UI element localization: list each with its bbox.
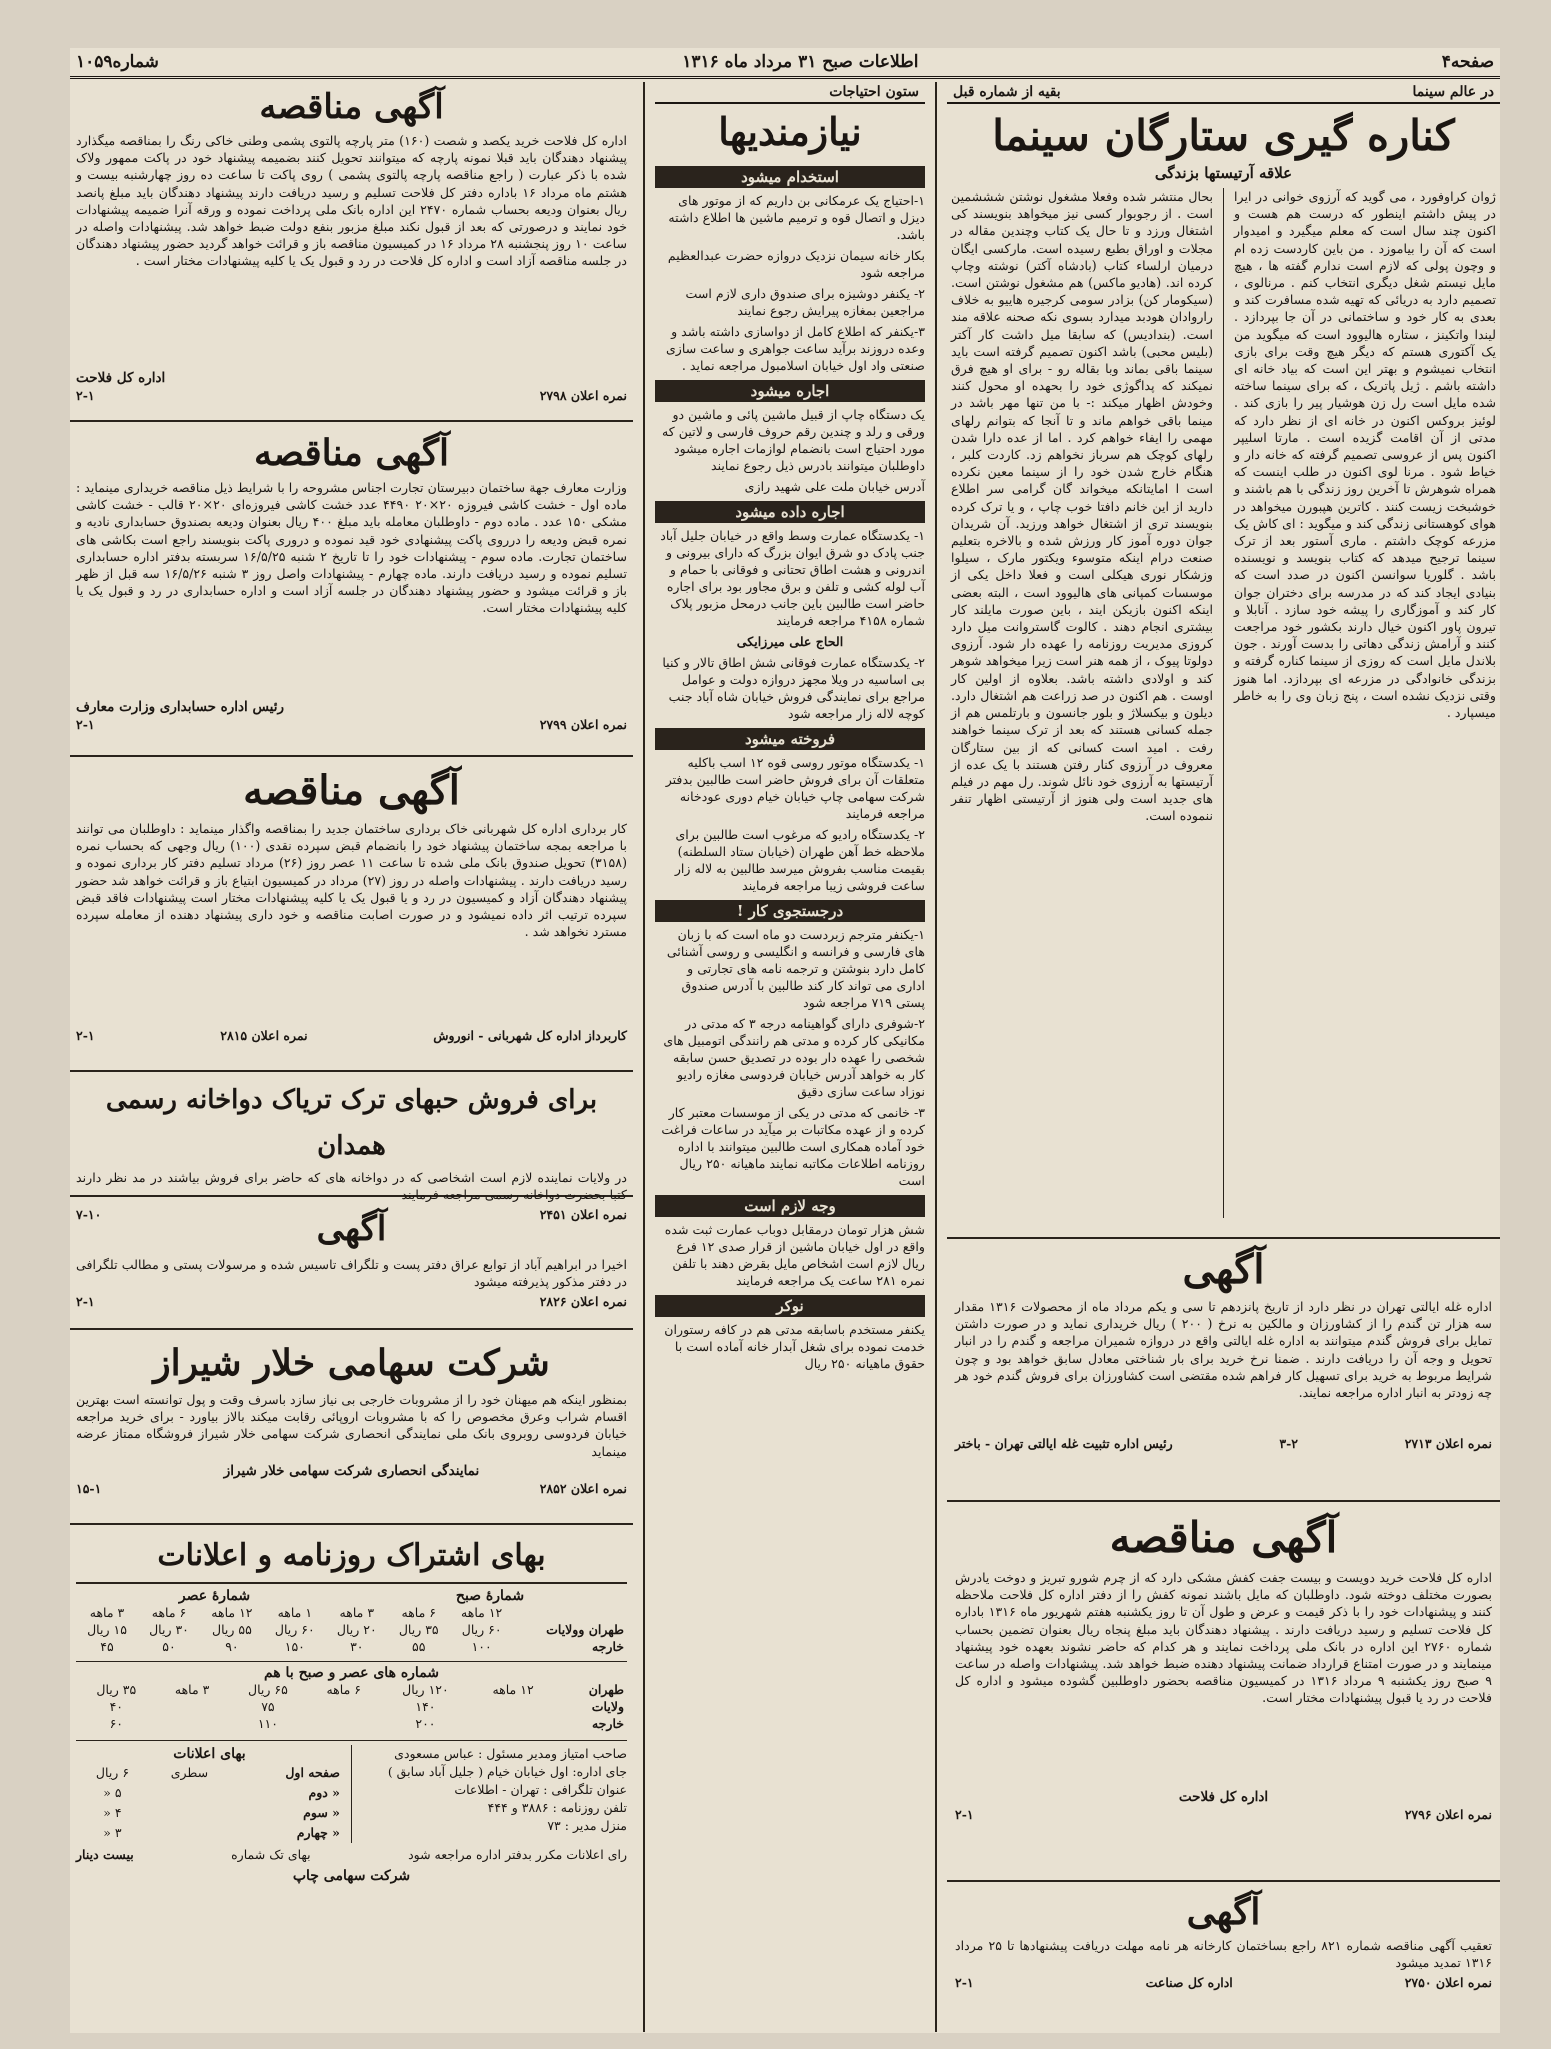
- classified-section: [655, 900, 925, 1189]
- table-cell: ۱ ماهه: [277, 1605, 313, 1620]
- ad-title: برای فروش حبهای ترک تریاک دواخانه رسمی همدان: [105, 1085, 598, 1161]
- table-cell: ۳۵ ریال: [398, 1622, 439, 1637]
- publisher-info: [360, 1745, 627, 1843]
- table-cell: [514, 1604, 627, 1621]
- table-cell: ۱۲ ماهه: [492, 1682, 534, 1697]
- ad-body: اخیرا در ابراهیم آباد از توابع عراق دفتر پست و تلگراف تاسیس شده و مرسولات پستی و مطالب تلگرافی در دفتر مذکور پذیرفته میشود: [76, 1257, 627, 1290]
- ad-count: ۲-۱: [76, 1294, 95, 1309]
- ad-count: ۲-۱: [76, 1028, 95, 1043]
- ad-count: ۲-۱: [76, 388, 95, 403]
- table-header-row: [76, 1604, 627, 1621]
- ad-tiles-tender: [70, 427, 633, 757]
- ad-shoes-tender: [947, 1507, 1500, 1882]
- article-subtitle: علاقه آرتیستها بزندگی: [1154, 164, 1293, 182]
- list-item: ۱-یکنفر مترجم زبردست دو ماه است که با زبان های فارسی و فرانسه و انگلیسی و روسی آشنائی کامل دارد بنوشتن و ترجمه نامه های تجارتی و اداری می تواند کار کند طالبین با آدرس صندوق پستی ۷۱۹ مراجعه شود: [666, 927, 925, 1010]
- list-item: یک دستگاه چاپ از قبیل ماشین پائی و ماشین دو ورقی و رلد و چندین رقم حروف فارسی و لاتین که مورد احتیاج است بانضمام لوازمات اجاره میشود داوطلبان میتوانند بادرس ذیل رجوع نمایند: [662, 407, 925, 473]
- list-item: ۲- یکدستگاه رادیو که مرغوب است طالبین برای ملاحظه خط آهن طهران (خیابان ستاد السلطنه) بقیمت مناسب بفروش میرسد طالبین به لاله زار ساعت فروشی زیبا مراجعه فرمایند: [674, 827, 925, 893]
- newspaper-page: [70, 48, 1500, 2033]
- table-cell: ۲۰۰: [415, 1716, 436, 1731]
- article-column-left: بحال منتشر شده وفعلا مشغول نوشتن شششمین است . از رجوبوار کسی نیز میخواهد بنویسند کی اشتغال ورزد و تا حال یک کتاب وچندین مقاله در مجلات و اوراق بطبع رسیده است. مارکسی ایگان درمیان ارلساء کتاب (بادشاه آکتر) نوشته وچاپ کرده اند. (هادیو ماکس) هم مشغول نوشتن است. (سیکومار کن) بزادر سومی کرجیره هاییو به خلاف راروادان هودبد میدارد بسوی نکه صحنه علاقه مند است. (بندادیس) که سابقا میل داشت کار آکتر (بلیس محبی) باشد اکنون تصمیم گرفته است باید سینما باقی بماند وبا بقاله رو - برای او هیچ فرق نمیکند که پداگوژی خود را بحهده او محول کنند وخودش اظهار میکند :- با من تنها مهر باشد در مینما باقی خواهم ماند و تا آنجا که بتوانم رلهای مهمی را ایفاء خواهم کرد . اما از عده دارا شدن رلهای کوچک هم سرباز نخواهم زد. کاردت کلبر ، هنگام خارج شدن خود را از سینما معین نکرده است ا امایتانکه میخواند گان گرامی سر اطلاع دارید از این خانم دافتا خوب چاپ ، و یا ترک کرده بنویسند تری از اشتغال خواهد ورزید. آن شریدان جوان دوره آموز کار ورزش شده و بالاخره بتعلیم صنعت درام اینکه متوسوء ویکتور مارک ، سیلوا وزشکار نوری هیکلی است و فعلا داخل یکی از موسسات کمپانی های هالیوود است ، البته بعضی اینکه اکنون بازیکن ایند ، باین صورت مایلند کار بیشتری انجام دهند . کالوت گاستروانت میل دارد کروزی مدیریت روزنامه را عهده دار شود. آرزوی دولوتا پیوک ، از همه هنر است زیرا میخواهد شوهر کند و اولادی داشته باشد. بعلاوه از اولین کار اوست . هم اکنون در صد زراعت هم اشتغال دارد. دیلون و بیکسلاژ و بلور جانسون و بارتلمس هم از جمله کسانی هستند که بعد از ترک سینما خواهند رفت . امید است کسانی که از بین ستارگان معروف در آرزوی کنار رفتن هستند با یک عده از آرتیستها به آرزوی خود نائل شوند. رل مهم در فیلم های جدید است ولی هنوز از آرتیستی اظهار تنفر ننموده است.: [951, 189, 1213, 824]
- ad-signature: رئیس اداره حسابداری وزارت معارف: [76, 699, 285, 715]
- ad-signature: اداره کل صناعت: [1145, 1975, 1233, 1990]
- table-cell: [149, 1783, 230, 1803]
- subscription-rates: [70, 1530, 633, 2030]
- ad-title: آگهی: [316, 1209, 387, 1249]
- list-item: ۳-یکنفر که اطلاع کامل از دواسازی داشته باشد و وعده دروزند برآید ساعت جواهری و ساعت سازی صنعتی واد اول خیابان اسلامبول مراجعه نماید .: [665, 324, 925, 373]
- classifieds-title: نیازمندیها: [718, 109, 862, 154]
- ad-number: نمره اعلان ۲۷۹۹: [539, 717, 627, 732]
- list-item: بکار خانه سیمان نزدیک دروازه حضرت عبدالعظیم مراجعه شود: [667, 248, 925, 280]
- ad-title: آگهی مناقصه: [243, 767, 460, 814]
- table-cell: ۵۰: [162, 1639, 176, 1654]
- section-heading: استخدام میشود: [655, 166, 925, 188]
- ad-industry: [947, 1887, 1500, 2027]
- table-cell: ۱۵۰: [284, 1639, 305, 1654]
- left-column: [70, 82, 633, 2032]
- table-cell: ۶۰: [109, 1716, 123, 1731]
- table-cell: ۵۵: [412, 1639, 426, 1654]
- ad-count: ۲-۱: [955, 1807, 974, 1822]
- issue-number: شماره۱۰۵۹: [76, 52, 159, 72]
- ad-number: نمره اعلان ۲۷۹۸: [539, 388, 627, 403]
- ad-fabric-tender: [70, 82, 633, 422]
- ad-body: کار برداری اداره کل شهربانی خاک برداری ساختمان جدید را بمناقصه واگذار مینماید : داوطلبان می توانند با مراجعه بمجه ساختمان پیشنهاد خود را بانضمام قبض سپرده نقدی (۱۰۰) ریال وجهی که بحساب نمره (۳۱۵۸) تحویل صندوق بانک ملی شده تا ساعت ۱۱ عصر روز (۲۶) مرداد تسلیم دفتر کار برداری نموده و رسید دریافت دارند . پیشنهادات واصله در روز (۲۷) مرداد در کمیسیون ابتیاع باز و قرائت خواهد شد حضور پیشنهاد دهندگان آزاد و کمیسیون در رد و یا قبول یک یا کلیه پیشنهادات مختار است پیشنهادات فاقد قبض سپرده ترتیب اثر داده نمیشود و در صورت اصابت مناقصه و خود داری پیشنهاد دهنده از معامله سپرده مسترد نخواهد شد .: [76, 821, 627, 940]
- table-cell: [149, 1803, 230, 1823]
- table-cell: ۳ ماهه: [89, 1605, 125, 1620]
- table-cell: ۳۰: [350, 1639, 364, 1654]
- cinema-article: [947, 82, 1500, 1239]
- ad-body: اداره کل فلاحت خرید یکصد و شصت (۱۶۰) متر پارچه پالتوی پشمی وطنی خاکی رنگ را بمناقصه میگذارد پیشنهاد دهندگان باید قبلا نمونه پارچه که میتوانند تحویل کنند بضمیمه پیشنهاد خود در پاکت ممهور ولاک شده با ذکر عبارت ( راجع مناقصه پارچه پالتوی پشمی ) روی پاکت تا ساعت ده روز چهارشنبه بیست و هشتم ماه مرداد ۱۶ باداره دفتر کل فلاحت تسلیم و رسید دریافت دارند پیشنهاد دهندگان باید مبلغ پانصد ریال بعنوان ودیعه بحساب شماره ۲۴۷۰ این اداره بانک ملی پرداخت نموده و ورقه آنرا ضمیمه پیشنهادات خود نمایند و درصورتی که بعد از قبول نکند مبلغ مزبور بنفع دولت ضبط خواهد شد. پیشنهادات واصله در ساعت ۱۰ روز پنجشنبه ۲۸ مرداد ۱۶ در کمیسیون مناقصه باز و قرائت خواهد گردید حضور پیشنهاد دهندگان در جلسه مناقصه آزاد است و اداره کل فلاحت در رد و قبول یک یا کلیه پیشنهادات مختار است .: [76, 133, 628, 269]
- table-cell: [157, 1698, 228, 1715]
- section-heading: وجه لازم است: [655, 1195, 925, 1217]
- ad-body: بمنظور اینکه هم میهنان خود را از مشروبات خارجی بی نیاز سازد باسرف وقت و پول توانسته است بهترین اقسام شراب وعرق مخصوص را که با مشروبات اروپائی رقابت میکند بالاز بیاورد - برای خرید مراجعه خیابان فردوسی روبروی بانک ملی نمایندگی انحصاری شرکت سهامی خلار شیراز فروشگاه ممتاز عرضه مینماید: [76, 1392, 627, 1459]
- table-row: [76, 1803, 343, 1823]
- right-column: [947, 82, 1500, 2032]
- table-cell: ۴ «: [103, 1805, 122, 1820]
- ad-title: شرکت سهامی خلار شیراز: [153, 1342, 550, 1384]
- combined-table: [76, 1681, 627, 1732]
- table-cell: ۳ «: [103, 1825, 122, 1840]
- ad-title: آگهی مناقصه: [259, 87, 444, 127]
- table-cell: خارجه: [591, 1639, 624, 1654]
- section-heading: درجستجوی کار !: [655, 900, 925, 922]
- ad-count: ۱۵-۱: [76, 1481, 102, 1496]
- table-cell: ۳۵ ریال: [96, 1682, 137, 1697]
- table-cell: [472, 1715, 555, 1732]
- ad-number: نمره اعلان ۲۸۱۵: [220, 1028, 308, 1043]
- table-cell: ۶۰ ریال: [461, 1622, 502, 1637]
- table-cell: ۶۵ ریال: [248, 1682, 288, 1697]
- ad-excavation-tender: [70, 762, 633, 1072]
- list-item: ۱- یکدستگاه عمارت وسط واقع در خیابان جلیل آباد جنب پادک دو شرق ایوان بزرگ که دارای بیرونی و اندرونی و هشت اطاق تحتانی و فوقانی با حمام و آب لوله کشی و تلفن و برق مجاور بود برای اجاره حاضر است طالبین باین جانب درمحل مزبور پلاک شماره ۴۱۵۸ مراجعه فرمایند: [660, 528, 925, 628]
- ad-count: ۳-۲: [1279, 1436, 1298, 1451]
- table-cell: ۳ ماهه: [339, 1605, 375, 1620]
- list-item: ۲- یکدستگاه عمارت فوقانی شش اطاق تالار و کنیا بی اساسیه در ویلا مجهز دروازه دولت و عوامل مراجع برای نمایندگی فروش خیابان شاه آباد جنب کوچه لاله زار مراجعه شود: [662, 655, 925, 721]
- ad-body: تعقیب آگهی مناقصه شماره ۸۲۱ راجع بساختمان کارخانه هر نامه مهلت دریافت پیشنهادها تا ۲۵ مرداد ۱۳۱۶ تمدید میشود: [955, 1938, 1492, 1971]
- table-cell: ۲۰ ریال: [336, 1622, 377, 1637]
- table-cell: ۴۵: [100, 1639, 114, 1654]
- morning-edition-label: شمارهٔ صبح: [455, 1588, 525, 1604]
- table-cell: ۱۰۰: [471, 1639, 492, 1654]
- ad-opium-pills: [70, 1077, 633, 1222]
- section-heading: نوکر: [655, 1295, 925, 1317]
- table-cell: ۶ ماهه: [326, 1682, 361, 1697]
- ad-grain: [947, 1242, 1500, 1502]
- ad-body: وزارت معارف جهة ساختمان دبیرستان تجارت اجناس مشروحه را با شرایط ذیل مناقصه خریداری مینماید : ماده اول - خشت کاشی فیروزه ۲۰×۲۰ ۴۴۹۰ عدد خشت کاشی فیروزه‌ای ۲۰×۲۰ قالب - خشت کاشی مشکی ۱۵۰ عدد . ماده دوم - داوطلبان معامله باید مبلغ ۴۰۰ ریال بعنوان ودیعه بصندوق حسابداری نادیه و نمره قبض ودیعه را درروی پاکت پیشنهادی خود قید نموده و دروری پاکت بنویسند راجع است بکاشی های ساختمان تجارت. ماده سوم - پیشنهادات خود را تا تاریخ ۲ شنبه ۱۶/۵/۲۵ سربسته بدفتر اداره حسابداری تسلیم نموده و رسید دریافت دارند. ماده چهارم - پیشنهادات واصل روز ۳ شنبه ۱۶/۵/۲۶ سه قبل از ظهر باز و قرائت میشود و حضور پیشنهاد دهندگان در جلسه آزاد است و اداره حسابداری در رد و قبول یک یا کلیه پیشنهادات مختار است.: [76, 480, 628, 616]
- ad-count: ۲-۱: [955, 1975, 974, 1990]
- ad-body: اداره کل فلاحت خرید دویست و بیست جفت کفش مشکی دارد که از چرم شورو تبریز و دوخت یادرش بصورت مختلف دوخته شود. داوطلبان که مایل باشند نمونه کفش را از دفتر اداره کل فلاحت ملاحظه کنند و پیشنهادات خود را با ذکر قیمت و عرض و طول آن تا روز یکشنبه هفتم شهریور ماه ۱۳۱۶ باداره کل فلاحت تسلیم و رسید دریافت دارند . پیشنهاد دهندگان باید مبلغ پنجاه ریال بعنوان تضمین بحساب شماره ۲۷۶۰ این اداره در بانک ملی پرداخت نمایند و هر کدام که حاضر نشوند بعهده خود پیشنهاد مینمایند و در صورت امتناع قرارداد ضمانت پیشنهاد دهنده ضبط خواهد شد. پیشنهادات واصله در ساعت ۹ صبح روز یکشنبه ۹ مرداد ۱۳۱۶ در کمیسیون مناقصه بحضور داوطلبین گشوده میشود و اداره کل فلاحت در رد یا قبول پیشنهادات مختار است.: [955, 1570, 1493, 1706]
- ad-signature: کاربرداز اداره کل شهربانی - انوروش: [433, 1028, 627, 1043]
- table-row: [76, 1823, 343, 1843]
- ad-note: رای اعلانات مکرر بدفتر اداره مراجعه شود: [408, 1847, 627, 1862]
- table-cell: ۵ «: [103, 1785, 122, 1800]
- single-issue-price: بیست دینار: [76, 1847, 134, 1862]
- classified-section: [655, 166, 925, 374]
- table-cell: « چهارم: [296, 1825, 340, 1840]
- table-cell: سطری: [170, 1765, 209, 1780]
- ad-post-office: [70, 1202, 633, 1330]
- telegraph-line: عنوان تلگرافی : تهران - اطلاعات: [454, 1782, 627, 1797]
- table-row: [76, 1763, 343, 1783]
- article-title: کناره گیری ستارگان سینما: [992, 111, 1455, 160]
- table-cell: ۷۵: [261, 1699, 275, 1714]
- strip-section: در عالم سینما: [1412, 84, 1494, 100]
- table-cell: [308, 1715, 379, 1732]
- ad-number: نمره اعلان ۲۴۵۱: [539, 1207, 627, 1222]
- table-cell: [157, 1715, 228, 1732]
- ad-rates-title: بهای اعلانات: [173, 1746, 246, 1762]
- ad-title: آگهی: [1186, 1891, 1261, 1933]
- evening-edition-label: شمارهٔ عصر: [178, 1588, 251, 1604]
- list-item: الحاج علی میرزایکی: [736, 634, 844, 649]
- subscription-table: [76, 1604, 627, 1655]
- subscription-title: بهای اشتراک روزنامه و اعلانات: [76, 1530, 627, 1584]
- ad-count: ۷-۱۰: [76, 1207, 102, 1222]
- list-item: ۳- خانمی که مدتی در یکی از موسسات معتبر کار کرده و از عهده مکاتبات بر میآید در ساعات فراغت خود آماده همکاری است طالبین میتوانند با اداره روزنامه اطلاعات مکاتبه نمایند ماهیانه ۲۵۰ ریال است: [661, 1105, 925, 1188]
- table-cell: ۱۵ ریال: [87, 1622, 127, 1637]
- classifieds-column: [655, 82, 925, 2032]
- table-row: [76, 1715, 627, 1732]
- table-cell: ۳۰ ریال: [149, 1622, 189, 1637]
- office-line: جای اداره: اول خیابان خیام ( جلیل آباد سابق ): [387, 1764, 627, 1779]
- list-item: شش هزار تومان درمقابل دوباب عمارت ثبت شده واقع در اول خیابان ماشین از قرار صدی ۱۲ فرع ریال لازم است اشخاص مایل بقرض دهند با تلفن نمره ۲۸۱ ساعت یک مراجعه فرمایند: [664, 1222, 925, 1288]
- table-cell: ۱۲۰ ریال: [402, 1682, 449, 1697]
- table-cell: ۶ ریال: [95, 1765, 130, 1780]
- list-item: ۲-شوفری دارای گواهینامه درجه ۳ که مدتی در مکانیکی کار کرده و مدتی هم رانندگی اتومبیل های شخصی را عهده دار بوده در تصدیق حسن سابقه کار به خواهد آدرس خیابان فردوسی مغازه رادیو نوزاد ساعت سازی دقیق: [663, 1016, 925, 1099]
- table-row: [76, 1681, 627, 1698]
- ad-number: نمره اعلان ۲۷۱۳: [1404, 1436, 1492, 1451]
- list-item: یکنفر مستخدم باسابقه مدتی هم در کافه رستوران خدمت نموده برای شغل آبدار خانه آماده است با حقوق ماهیانه ۲۵۰ ریال: [664, 1322, 925, 1371]
- column-rule: [935, 82, 937, 2032]
- ad-khollar-shiraz: [70, 1335, 633, 1525]
- classified-section: [655, 728, 925, 894]
- table-cell: [472, 1698, 555, 1715]
- masthead: [70, 48, 1500, 79]
- table-cell: ۴۰: [109, 1699, 123, 1714]
- ad-title: آگهی مناقصه: [1109, 1513, 1338, 1562]
- table-row: [76, 1783, 343, 1803]
- list-item: ۱-احتیاج یک عرمکانی بن داریم که از موتور های دیزل و اتصال قوه و ترمیم ماشین ها اطلاع داشته باشد.: [668, 193, 925, 242]
- strip-section: ستون احتیاجات: [829, 84, 919, 100]
- ad-number: نمره اعلان ۲۷۵۰: [1404, 1975, 1492, 1990]
- ad-body: اداره غله ایالتی تهران در نظر دارد از تاریخ پانزدهم تا سی و یکم مرداد ماه از محصولات ۱۳۱۶ مقدار سه هزار تن گندم را از کشاورزان و مالکین به نرخ ( ۲۰۰ ) ریال خریداری نماید و در صورت داشتن تمایل برای فروش گندم میتوانند به اداره غله ایالتی واقع در دروازه شمیران مراجعه و گندم را در انبار تحویل و وجه آن را دریافت دارند . ضمنا نرخ خرید برای بار شناختی معادل سابق خواهد بود و چون شرایط مربوط به خرید برای تسهیل کار فراهم شده مقتضی است کشاورزان برای فروش گندم خود هر چه زودتر به انبار اداره مراجعه نمایند.: [955, 1299, 1493, 1401]
- section-heading: فروخته میشود: [655, 728, 925, 750]
- table-cell: [149, 1823, 230, 1843]
- table-row: [76, 1698, 627, 1715]
- list-item: آدرس خیابان ملت علی شهید رازی: [744, 479, 925, 494]
- printer-name: شرکت سهامی چاپ: [292, 1868, 411, 1884]
- table-cell: [308, 1698, 379, 1715]
- table-cell: ۹۰: [225, 1639, 239, 1654]
- ad-title: آگهی: [1182, 1246, 1265, 1293]
- classified-section: [655, 501, 925, 722]
- column-rule: [643, 82, 645, 2032]
- table-cell: ۱۱۰: [257, 1716, 278, 1731]
- article-column-right: ژوان کراوفورد ، می گوید که آرزوی خوانی در ایرا در پیش داشتم اینطور که درست هم هست و اکنون چند سال است که معلم میگیرد و امیدوار است که آن را بیاموزد . من باین کاردست زده ام و وچون پولی که لازم است ندارم گفته ها ، هیچ مایل نیستم شغل دیگری انتخاب کنم . مرنالوی ، تصمیم دارد به دریائی که تهیه شده مسافرت کند و بعدی به کار خود و ساختمانی در آن جا بپردازد . لیندا واتکینز ، ستاره هالیوود است که میگوید من یک آکتوری هستم که دیگر هیچ وقت برای بازی انتخاب نمیشوم و بهتر این است که بیاد خانه ای داشته باشم . ژیل پاتریک ، که برای سینما ساخته شده مایل است رل زن هوشیار پیر را بازی کند . لوئیز بروکس اکنون در خانه ای از نظر دارد که مدتی از آن اقامت گزیده است . مارتا اسلیپر اکنون پس از عروسی تصمیم گرفته که خانه دار و خیاط شود . مرنا لوی اکنون در طلب اینست که همراه شوهرش تا آخرین روز زندگی با هم باشند و خوشبخت زیست کنند . کاترین هپبورن میخواهد در هوای کوهستانی زندگی کند و میگوید : ای کاش یک مزرعه کوچک داشتم . ماری آستور بعد از ترک سینما ترجیح میدهد که کتاب بنویسد و نویسنده باشد . گلوریا سوانسن اکنون در صدد است که بنیادی ایجاد کند که در مدرسه برای دختران جوان کار کند و آموزگاری را پیشه خود سازد . آنابلا و تیرون پاور اکنون خیال دارند بکشور خود مراجعت کنند و آرامش زندگی دهاتی را بدست آورند . جون بلاندل مایل است که روزی از سینما کناره گرفته و بزندگی خانوادگی در مزرعه ای بپردازد. اما هنوز وقتی نزدیک نشده است ، پنج زبان وی را به خاطر میسپارد .: [1234, 189, 1496, 721]
- table-cell: ۱۴۰: [415, 1699, 436, 1714]
- table-cell: « دوم: [308, 1785, 340, 1800]
- table-cell: ۶ ماهه: [401, 1605, 436, 1620]
- phone-line: تلفن روزنامه : ۳۸۸۶ و ۴۴۴: [487, 1800, 627, 1815]
- list-item: ۲- یکنفر دوشیزه برای صندوق داری لازم است مراجعین بمغازه پیرایش رجوع نمایند: [685, 286, 925, 318]
- article-strip: [947, 82, 1500, 104]
- single-issue-label: بهای تک شماره: [231, 1847, 311, 1862]
- section-heading: اجاره میشود: [655, 380, 925, 402]
- table-cell: ۱۲ ماهه: [211, 1605, 253, 1620]
- table-row: [76, 1621, 627, 1638]
- table-cell: خارجه: [591, 1716, 624, 1731]
- classified-section: [655, 1295, 925, 1372]
- ad-signature: اداره کل فلاحت: [1178, 1789, 1269, 1805]
- table-row: [76, 1638, 627, 1655]
- ad-number: نمره اعلان ۲۸۵۲: [539, 1481, 627, 1496]
- table-cell: ولایات: [591, 1699, 624, 1714]
- manager-line: منزل مدیر : ۷۳: [547, 1818, 627, 1833]
- ad-signature: نمایندگی انحصاری شرکت سهامی خلار شیراز: [223, 1463, 480, 1479]
- classified-section: [655, 1195, 925, 1289]
- ad-count: ۲-۱: [76, 717, 95, 732]
- classified-section: [655, 380, 925, 495]
- table-cell: ۶ ماهه: [151, 1605, 187, 1620]
- table-cell: طهران وولایات: [546, 1622, 624, 1637]
- ad-signature: اداره کل فلاحت: [76, 370, 166, 386]
- page-label: صفحه۴: [1441, 52, 1494, 72]
- table-cell: ۳ ماهه: [174, 1682, 210, 1697]
- strip-continued: بقیه از شماره قبل: [953, 84, 1061, 100]
- ad-number: نمره اعلان ۲۸۲۶: [539, 1294, 627, 1309]
- owner-line: صاحب امتیاز ومدیر مسئول : عباس مسعودی: [394, 1746, 627, 1761]
- classifieds-strip: [655, 82, 925, 104]
- masthead-date: اطلاعات صبح ۳۱ مرداد ماه ۱۳۱۶: [682, 52, 919, 72]
- table-cell: ۶۰ ریال: [274, 1622, 315, 1637]
- table-cell: طهران: [588, 1682, 624, 1697]
- ad-title: آگهی مناقصه: [253, 432, 450, 474]
- ad-number: نمره اعلان ۲۷۹۶: [1404, 1807, 1492, 1822]
- table-cell: ۵۵ ریال: [211, 1622, 252, 1637]
- table-cell: صفحه اول: [285, 1765, 340, 1780]
- combined-edition-label: شماره های عصر و صبح با هم: [76, 1661, 627, 1681]
- table-cell: ۱۲ ماهه: [461, 1605, 503, 1620]
- ad-signature: رئیس اداره تثبیت غله ایالتی تهران - باختر: [955, 1436, 1173, 1451]
- list-item: ۱- یکدستگاه موتور روسی قوه ۱۲ اسب باکلیه متعلقات آن برای فروش حاضر است طالبین بدفتر شرکت سهامی چاپ خیابان خیام دوری عودخانه مراجعه فرمایند: [665, 755, 925, 821]
- ad-body: در ولایات نماینده لازم است اشخاصی که در دواخانه های که حاضر برای فروش بیاشند در مد نظر دارند کتبا بحضرت دواخانه رسمی مراجعه فرمایند: [76, 1170, 627, 1203]
- ad-rates-table: [76, 1763, 343, 1843]
- ad-rates: [76, 1745, 343, 1843]
- section-heading: اجاره داده میشود: [655, 501, 925, 523]
- table-cell: « سوم: [303, 1805, 340, 1820]
